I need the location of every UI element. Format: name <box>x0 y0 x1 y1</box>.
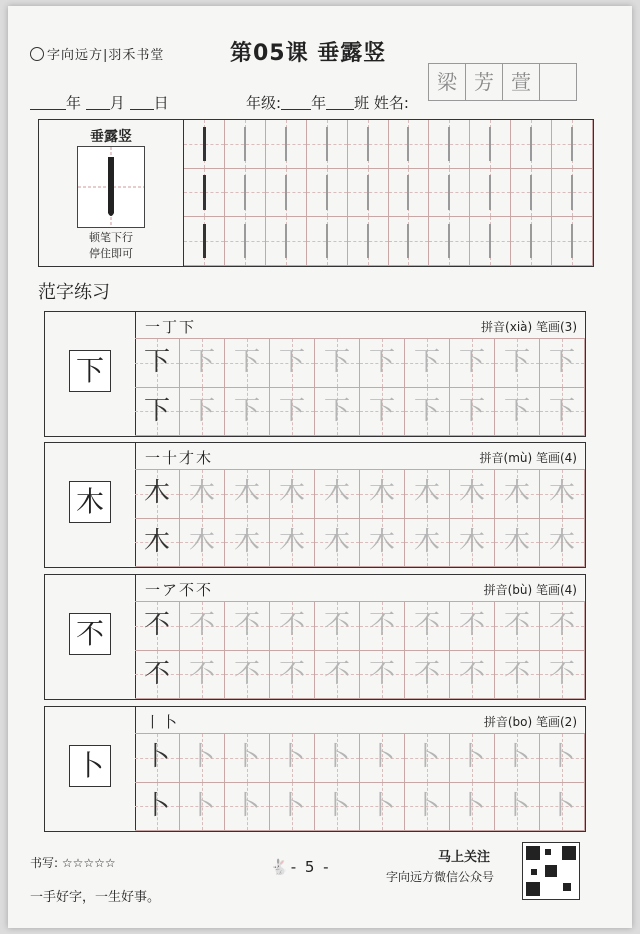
stroke-note <box>39 230 183 262</box>
cell-char: 木 <box>548 526 575 557</box>
trace-cell[interactable] <box>360 470 405 519</box>
cell-char: 不 <box>233 658 260 689</box>
vertical-stroke <box>244 127 246 161</box>
cell-char: 下 <box>458 395 485 426</box>
trace-cell[interactable] <box>225 783 270 832</box>
cell-char: 下 <box>368 347 395 377</box>
cell-char: 不 <box>503 610 530 640</box>
trace-cell[interactable] <box>450 783 495 832</box>
grade-year-label: 年 <box>311 94 327 112</box>
vertical-stroke <box>244 224 246 258</box>
cell-char: 卜 <box>503 742 530 772</box>
vertical-stroke <box>448 175 450 209</box>
vertical-stroke <box>407 127 409 161</box>
trace-cell[interactable] <box>270 470 315 519</box>
cell-char: 卜 <box>323 790 350 821</box>
trace-cell[interactable] <box>225 470 270 519</box>
trace-cell[interactable] <box>405 470 450 519</box>
name-cell <box>540 63 577 101</box>
trace-cell[interactable] <box>180 651 225 700</box>
character-block <box>44 442 586 568</box>
cell-char: 不 <box>548 610 575 640</box>
practice-cell[interactable] <box>225 120 266 169</box>
cell-char: 不 <box>413 610 440 640</box>
trace-cell[interactable] <box>540 339 585 388</box>
trace-cell[interactable] <box>495 651 540 700</box>
model-char: 不 <box>69 613 111 655</box>
cell-char: 卜 <box>413 790 440 821</box>
trace-cell[interactable] <box>270 783 315 832</box>
trace-cell[interactable] <box>180 519 225 568</box>
trace-cell[interactable] <box>315 388 360 437</box>
trace-cell[interactable] <box>405 783 450 832</box>
trace-cell[interactable] <box>540 388 585 437</box>
cell-char: 下 <box>278 395 305 426</box>
character-block <box>44 574 586 700</box>
practice-cell[interactable] <box>307 217 348 266</box>
cell-char: 卜 <box>368 790 395 821</box>
trace-cell[interactable] <box>540 519 585 568</box>
section-title: 范字练习 <box>38 282 110 303</box>
trace-cell[interactable] <box>540 651 585 700</box>
trace-cell[interactable] <box>225 388 270 437</box>
practice-cell[interactable] <box>552 217 593 266</box>
trace-cell[interactable] <box>405 388 450 437</box>
name-cell: 芳 <box>466 63 503 101</box>
cell-char: 卜 <box>188 790 215 821</box>
trace-cell[interactable] <box>450 602 495 651</box>
trace-cell[interactable] <box>450 388 495 437</box>
cell-char: 不 <box>368 610 395 640</box>
trace-cell[interactable] <box>360 602 405 651</box>
cell-char: 下 <box>413 347 440 377</box>
character-block <box>44 311 586 437</box>
trace-cell[interactable] <box>495 470 540 519</box>
trace-cell[interactable] <box>270 602 315 651</box>
trace-cell[interactable] <box>270 519 315 568</box>
cell-char: 卜 <box>143 742 170 772</box>
vertical-stroke <box>407 175 409 209</box>
vertical-stroke <box>244 175 246 209</box>
practice-cell[interactable] <box>511 169 552 218</box>
example-cell[interactable] <box>135 339 180 388</box>
trace-cell[interactable] <box>180 602 225 651</box>
cell-char: 木 <box>458 526 485 557</box>
vertical-stroke <box>530 175 532 209</box>
writing-grid[interactable] <box>135 601 585 699</box>
vertical-stroke <box>203 127 206 161</box>
trace-cell[interactable] <box>315 519 360 568</box>
stroke-order: 一丁下 <box>145 318 197 336</box>
page-number-text: - 5 - <box>290 858 331 876</box>
motto: 一手好字，一生好事。 <box>30 890 161 905</box>
cell-char: 不 <box>143 610 170 640</box>
vertical-stroke <box>489 224 491 258</box>
cell-char: 木 <box>413 526 440 557</box>
cell-char: 木 <box>503 526 530 557</box>
vertical-stroke <box>285 175 287 209</box>
practice-cell[interactable] <box>511 120 552 169</box>
cell-char: 不 <box>188 610 215 640</box>
practice-cell[interactable] <box>225 217 266 266</box>
vertical-stroke <box>489 175 491 209</box>
wechat-label: 字向远方微信公众号 <box>386 870 495 884</box>
trace-cell[interactable] <box>405 734 450 783</box>
qr-code-icon[interactable] <box>522 842 580 900</box>
cell-char: 卜 <box>233 742 260 772</box>
stroke-order: 丨卜 <box>145 713 180 731</box>
cell-char: 卜 <box>233 790 260 821</box>
practice-cell[interactable] <box>348 169 389 218</box>
trace-cell[interactable] <box>495 783 540 832</box>
practice-cell[interactable] <box>225 169 266 218</box>
practice-cell[interactable] <box>511 217 552 266</box>
trace-cell[interactable] <box>360 651 405 700</box>
vertical-stroke <box>530 224 532 258</box>
cell-char: 木 <box>143 526 170 557</box>
cell-char: 木 <box>143 478 170 508</box>
writing-grid[interactable] <box>135 338 585 436</box>
model-area <box>45 575 136 699</box>
cell-char: 不 <box>458 658 485 689</box>
trace-cell[interactable] <box>270 734 315 783</box>
cell-char: 木 <box>323 478 350 508</box>
stroke-diagram <box>77 146 145 228</box>
example-cell[interactable] <box>135 602 180 651</box>
practice-cell[interactable] <box>307 169 348 218</box>
trace-cell[interactable] <box>315 602 360 651</box>
cell-char: 木 <box>278 526 305 557</box>
trace-cell[interactable] <box>315 339 360 388</box>
vertical-stroke <box>367 127 369 161</box>
trace-cell[interactable] <box>315 470 360 519</box>
trace-cell[interactable] <box>450 339 495 388</box>
grade-blank[interactable] <box>281 95 311 110</box>
cell-char: 卜 <box>368 742 395 772</box>
year-label: 年 <box>66 94 82 112</box>
example-cell[interactable] <box>135 388 180 437</box>
vertical-stroke <box>285 127 287 161</box>
cell-char: 卜 <box>143 790 170 821</box>
page-title: 第05课 垂露竖 <box>230 41 387 66</box>
cell-char: 卜 <box>323 742 350 772</box>
cell-char: 下 <box>413 395 440 426</box>
vertical-stroke <box>571 175 573 209</box>
practice-cell[interactable] <box>307 120 348 169</box>
practice-cell[interactable] <box>266 217 307 266</box>
stroke-order: 一ア不不 <box>145 581 214 599</box>
vertical-stroke <box>448 127 450 161</box>
trace-cell[interactable] <box>360 388 405 437</box>
cell-char: 不 <box>143 658 170 689</box>
cell-char: 不 <box>413 658 440 689</box>
example-cell[interactable] <box>135 783 180 832</box>
cell-char: 木 <box>188 478 215 508</box>
cell-char: 下 <box>188 347 215 377</box>
cell-char: 卜 <box>458 742 485 772</box>
trace-cell[interactable] <box>540 734 585 783</box>
pinyin-info: 拼音(xià) 笔画(3) <box>481 320 577 334</box>
trace-cell[interactable] <box>405 519 450 568</box>
year-blank[interactable] <box>30 95 66 110</box>
trace-cell[interactable] <box>180 470 225 519</box>
follow-label: 马上关注 <box>438 850 491 865</box>
page-number <box>270 858 331 876</box>
cell-char: 不 <box>458 610 485 640</box>
stroke-practice <box>38 119 594 267</box>
cell-char: 下 <box>548 395 575 426</box>
logo-icon <box>30 47 44 61</box>
model-char: 木 <box>69 481 111 523</box>
practice-cell[interactable] <box>348 217 389 266</box>
practice-cell[interactable] <box>389 169 430 218</box>
practice-cell[interactable] <box>552 169 593 218</box>
class-label: 班 <box>354 94 370 112</box>
day-blank[interactable] <box>130 95 154 110</box>
vertical-stroke <box>571 224 573 258</box>
cell-char: 木 <box>233 526 260 557</box>
cell-char: 下 <box>548 347 575 377</box>
cell-char: 卜 <box>548 742 575 772</box>
practice-cell[interactable] <box>429 120 470 169</box>
writing-grid[interactable] <box>135 733 585 831</box>
cell-char: 不 <box>278 610 305 640</box>
name-boxes[interactable] <box>428 63 577 99</box>
vertical-stroke <box>489 127 491 161</box>
trace-cell[interactable] <box>495 519 540 568</box>
trace-cell[interactable] <box>225 519 270 568</box>
note-line: 停住即可 <box>89 247 133 260</box>
cell-char: 下 <box>143 347 170 377</box>
cell-char: 木 <box>458 478 485 508</box>
trace-cell[interactable] <box>270 339 315 388</box>
trace-cell[interactable] <box>450 651 495 700</box>
practice-cell[interactable] <box>266 169 307 218</box>
trace-cell[interactable] <box>225 651 270 700</box>
model-char: 下 <box>69 350 111 392</box>
trace-cell[interactable] <box>225 339 270 388</box>
trace-cell[interactable] <box>180 339 225 388</box>
trace-cell[interactable] <box>495 602 540 651</box>
vertical-stroke <box>285 224 287 258</box>
trace-cell[interactable] <box>495 388 540 437</box>
month-blank[interactable] <box>86 95 110 110</box>
trace-cell[interactable] <box>495 339 540 388</box>
model-char: 卜 <box>69 745 111 787</box>
vertical-stroke <box>203 175 206 209</box>
cell-char: 卜 <box>548 790 575 821</box>
trace-cell[interactable] <box>360 783 405 832</box>
name-cell: 萱 <box>503 63 540 101</box>
cell-char: 下 <box>503 347 530 377</box>
cell-char: 卜 <box>458 790 485 821</box>
stroke-grid[interactable] <box>184 120 593 266</box>
cell-char: 木 <box>323 526 350 557</box>
trace-cell[interactable] <box>225 734 270 783</box>
cell-char: 不 <box>503 658 530 689</box>
trace-cell[interactable] <box>360 519 405 568</box>
practice-cell[interactable] <box>470 120 511 169</box>
character-block <box>44 706 586 832</box>
cell-char: 不 <box>233 610 260 640</box>
trace-cell[interactable] <box>315 783 360 832</box>
trace-cell[interactable] <box>405 339 450 388</box>
vertical-stroke <box>326 175 328 209</box>
model-area <box>45 443 136 567</box>
model-area <box>45 707 136 831</box>
cell-char: 木 <box>413 478 440 508</box>
vertical-stroke <box>448 224 450 258</box>
practice-cell[interactable] <box>184 169 225 218</box>
cell-char: 不 <box>323 658 350 689</box>
trace-cell[interactable] <box>315 734 360 783</box>
pinyin-info: 拼音(bo) 笔画(2) <box>483 715 577 729</box>
rabbit-icon: 🐇 <box>270 858 291 876</box>
cell-char: 不 <box>548 658 575 689</box>
vertical-stroke <box>407 224 409 258</box>
cell-char: 下 <box>188 395 215 426</box>
cell-char: 木 <box>233 478 260 508</box>
practice-cell[interactable] <box>429 169 470 218</box>
trace-cell[interactable] <box>360 734 405 783</box>
trace-cell[interactable] <box>540 602 585 651</box>
pinyin-info: 拼音(mù) 笔画(4) <box>479 451 577 465</box>
example-cell[interactable] <box>135 519 180 568</box>
cell-char: 不 <box>368 658 395 689</box>
date-fields <box>30 92 169 113</box>
trace-cell[interactable] <box>270 651 315 700</box>
logo-text: 字向远方|羽禾书堂 <box>47 48 165 63</box>
vertical-stroke <box>367 175 369 209</box>
cell-char: 卜 <box>278 790 305 821</box>
rating[interactable]: 书写: ☆☆☆☆☆ <box>30 856 116 870</box>
cell-char: 不 <box>278 658 305 689</box>
trace-cell[interactable] <box>450 470 495 519</box>
cell-char: 不 <box>323 610 350 640</box>
trace-cell[interactable] <box>405 602 450 651</box>
trace-cell[interactable] <box>540 470 585 519</box>
practice-cell[interactable] <box>389 217 430 266</box>
stroke-demo <box>39 120 184 266</box>
vertical-stroke <box>326 127 328 161</box>
cell-char: 下 <box>143 395 170 426</box>
example-cell[interactable] <box>135 734 180 783</box>
worksheet-page <box>8 6 632 928</box>
trace-cell[interactable] <box>180 734 225 783</box>
vertical-stroke <box>367 224 369 258</box>
cell-char: 下 <box>233 395 260 426</box>
practice-cell[interactable] <box>348 120 389 169</box>
cell-char: 下 <box>503 395 530 426</box>
trace-cell[interactable] <box>180 388 225 437</box>
vertical-stroke-icon <box>78 147 144 227</box>
logo <box>30 44 164 63</box>
vertical-stroke <box>571 127 573 161</box>
stroke-order: 一十才木 <box>145 449 214 467</box>
pinyin-info: 拼音(bù) 笔画(4) <box>483 583 577 597</box>
cell-char: 卜 <box>503 790 530 821</box>
cell-char: 木 <box>503 478 530 508</box>
trace-cell[interactable] <box>495 734 540 783</box>
name-label: 姓名: <box>373 94 409 112</box>
trace-cell[interactable] <box>225 602 270 651</box>
trace-cell[interactable] <box>540 783 585 832</box>
practice-cell[interactable] <box>184 120 225 169</box>
class-blank[interactable] <box>326 95 354 110</box>
trace-cell[interactable] <box>270 388 315 437</box>
cell-char: 卜 <box>413 742 440 772</box>
cell-char: 卜 <box>278 742 305 772</box>
trace-cell[interactable] <box>450 734 495 783</box>
practice-cell[interactable] <box>266 120 307 169</box>
cell-char: 下 <box>368 395 395 426</box>
cell-char: 木 <box>278 478 305 508</box>
practice-cell[interactable] <box>429 217 470 266</box>
cell-char: 下 <box>458 347 485 377</box>
practice-cell[interactable] <box>470 169 511 218</box>
vertical-stroke <box>530 127 532 161</box>
example-cell[interactable] <box>135 470 180 519</box>
writing-grid[interactable] <box>135 469 585 567</box>
cell-char: 下 <box>323 395 350 426</box>
trace-cell[interactable] <box>360 339 405 388</box>
vertical-stroke <box>203 224 206 258</box>
vertical-stroke <box>326 224 328 258</box>
practice-cell[interactable] <box>470 217 511 266</box>
month-label: 月 <box>109 94 125 112</box>
cell-char: 下 <box>233 347 260 377</box>
model-area <box>45 312 136 436</box>
class-fields <box>246 92 409 113</box>
note-line: 顿笔下行 <box>89 231 133 244</box>
trace-cell[interactable] <box>315 651 360 700</box>
trace-cell[interactable] <box>180 783 225 832</box>
day-label: 日 <box>153 94 169 112</box>
grade-label: 年级: <box>246 94 282 112</box>
trace-cell[interactable] <box>450 519 495 568</box>
cell-char: 木 <box>368 526 395 557</box>
cell-char: 下 <box>278 347 305 377</box>
practice-cell[interactable] <box>552 120 593 169</box>
cell-char: 下 <box>323 347 350 377</box>
practice-cell[interactable] <box>389 120 430 169</box>
stroke-title: 垂露竖 <box>90 129 132 145</box>
cell-char: 不 <box>188 658 215 689</box>
cell-char: 木 <box>548 478 575 508</box>
trace-cell[interactable] <box>405 651 450 700</box>
cell-char: 木 <box>368 478 395 508</box>
cell-char: 木 <box>188 526 215 557</box>
name-cell: 梁 <box>428 63 466 101</box>
practice-cell[interactable] <box>184 217 225 266</box>
example-cell[interactable] <box>135 651 180 700</box>
cell-char: 卜 <box>188 742 215 772</box>
